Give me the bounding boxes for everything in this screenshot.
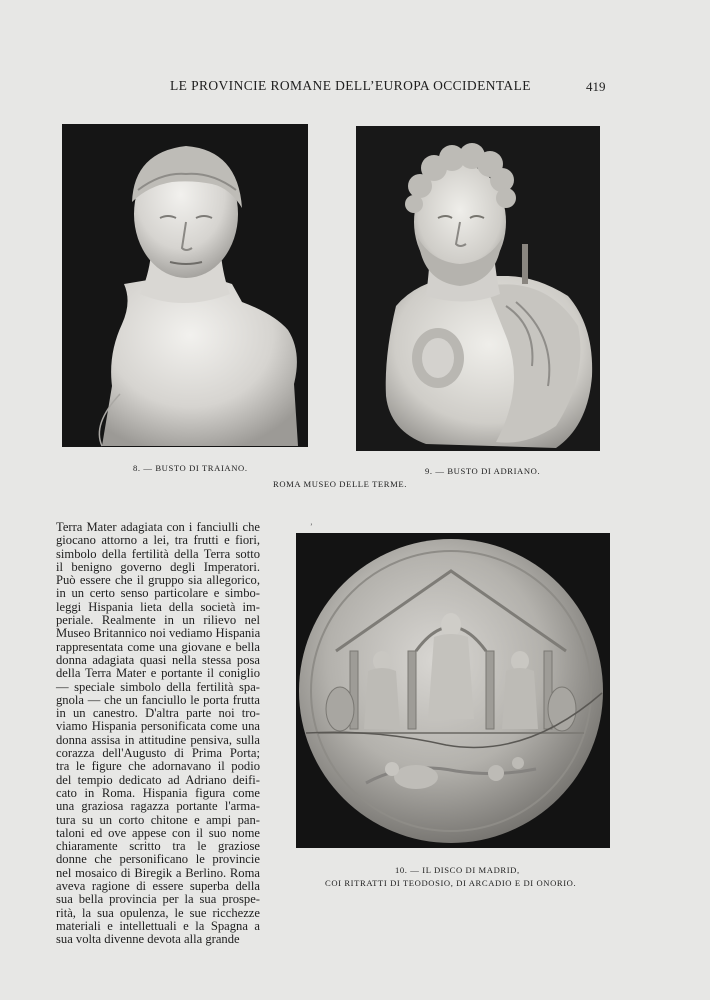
figure-9-bust-of-hadrian-photo xyxy=(356,126,600,451)
body-text-line: donna assisa in attitudine pensiva, sulla xyxy=(56,732,260,747)
body-text-line: una graziosa ragazza portante l'arma- xyxy=(56,799,260,814)
page-number: 419 xyxy=(586,79,606,94)
body-text-line: in un certo senso particolare e simbo- xyxy=(56,586,260,601)
figure-10-caption-line-2: COI RITRATTI DI TEODOSIO, DI ARCADIO E DI ONORIO. xyxy=(325,878,577,888)
body-text-line: aveva ragione di essere superba della xyxy=(56,879,260,894)
figure-9-caption: 9. — BUSTO DI ADRIANO. xyxy=(425,466,541,476)
body-text-line: periale. Realmente in un rilievo nel xyxy=(56,613,260,628)
figure-10-caption-line-1: 10. — IL DISCO DI MADRID, xyxy=(395,865,520,875)
body-text xyxy=(56,521,260,947)
body-text-line: sua bella provincia per la sua prospe- xyxy=(56,892,260,907)
figure-10-disco-di-madrid-photo xyxy=(296,533,610,848)
body-text-line: della Terra Mater e portante il coniglio xyxy=(56,666,260,681)
figure-8-caption: 8. — BUSTO DI TRAIANO. xyxy=(133,463,248,473)
running-head: LE PROVINCIE ROMANE DELL’EUROPA OCCIDENTALE xyxy=(170,78,531,93)
body-text-line: sua volta divenne devota alla grande xyxy=(56,932,240,947)
body-text-line: giocano attorno a lei, tra frutti e fiori, xyxy=(56,533,260,548)
body-text-line: materiali e intellettuali e la Spagna a xyxy=(56,918,260,933)
body-text-line: tura su un corto chitone e ampi pan- xyxy=(56,812,260,827)
body-text-line: donne che personificano le provincie xyxy=(56,852,260,867)
figure-8-bust-of-trajan-photo xyxy=(62,124,308,447)
body-text-line: Museo Britannico noi vediamo Hispania xyxy=(56,626,261,641)
stray-mark: ’ xyxy=(310,522,313,531)
body-text-line: Può essere che il gruppo sia allegorico, xyxy=(56,573,260,588)
body-text-line: cato in Roma. Hispania figura come xyxy=(56,785,260,800)
body-text-line: taloni ed ove appese con il suo nome xyxy=(56,825,260,840)
body-text-line: Terra Mater adagiata con i fanciulli che xyxy=(56,520,260,534)
body-text-line: in un canestro. D'altra parte noi tro- xyxy=(56,706,260,721)
body-text-line: leggi Hispania lieta della società im- xyxy=(56,599,260,614)
body-text-line: il benigno governo degli Imperatori. xyxy=(56,559,260,574)
body-text-line: del tempio dedicato ad Adriano deifi- xyxy=(56,772,260,787)
body-text-line: rappresentata come una giovane e bella xyxy=(56,639,260,654)
body-text-line: simbolo della fertilità della Terra sotto xyxy=(56,546,260,561)
body-text-line: tra le figure che adornavano il podio xyxy=(56,759,260,774)
body-text-line: nel mosaico di Biregik a Berlino. Roma xyxy=(56,865,260,880)
shared-caption-museum: ROMA MUSEO DELLE TERME. xyxy=(273,479,407,489)
body-text-line: — speciale simbolo della fertilità spa- xyxy=(56,679,260,694)
body-text-line: donna adagiata quasi nella stessa posa xyxy=(56,652,260,667)
body-text-line: chiaramente scritto tra le graziose xyxy=(56,839,260,854)
body-text-line: viamo Hispania personificata come una xyxy=(56,719,260,734)
body-text-line: gnola — che un fanciullo le porta frutta xyxy=(56,692,260,707)
body-text-line: corazza dell'Augusto di Prima Porta; xyxy=(56,746,260,761)
body-text-line: rità, la sua opulenza, le sue ricchezze xyxy=(56,905,260,920)
